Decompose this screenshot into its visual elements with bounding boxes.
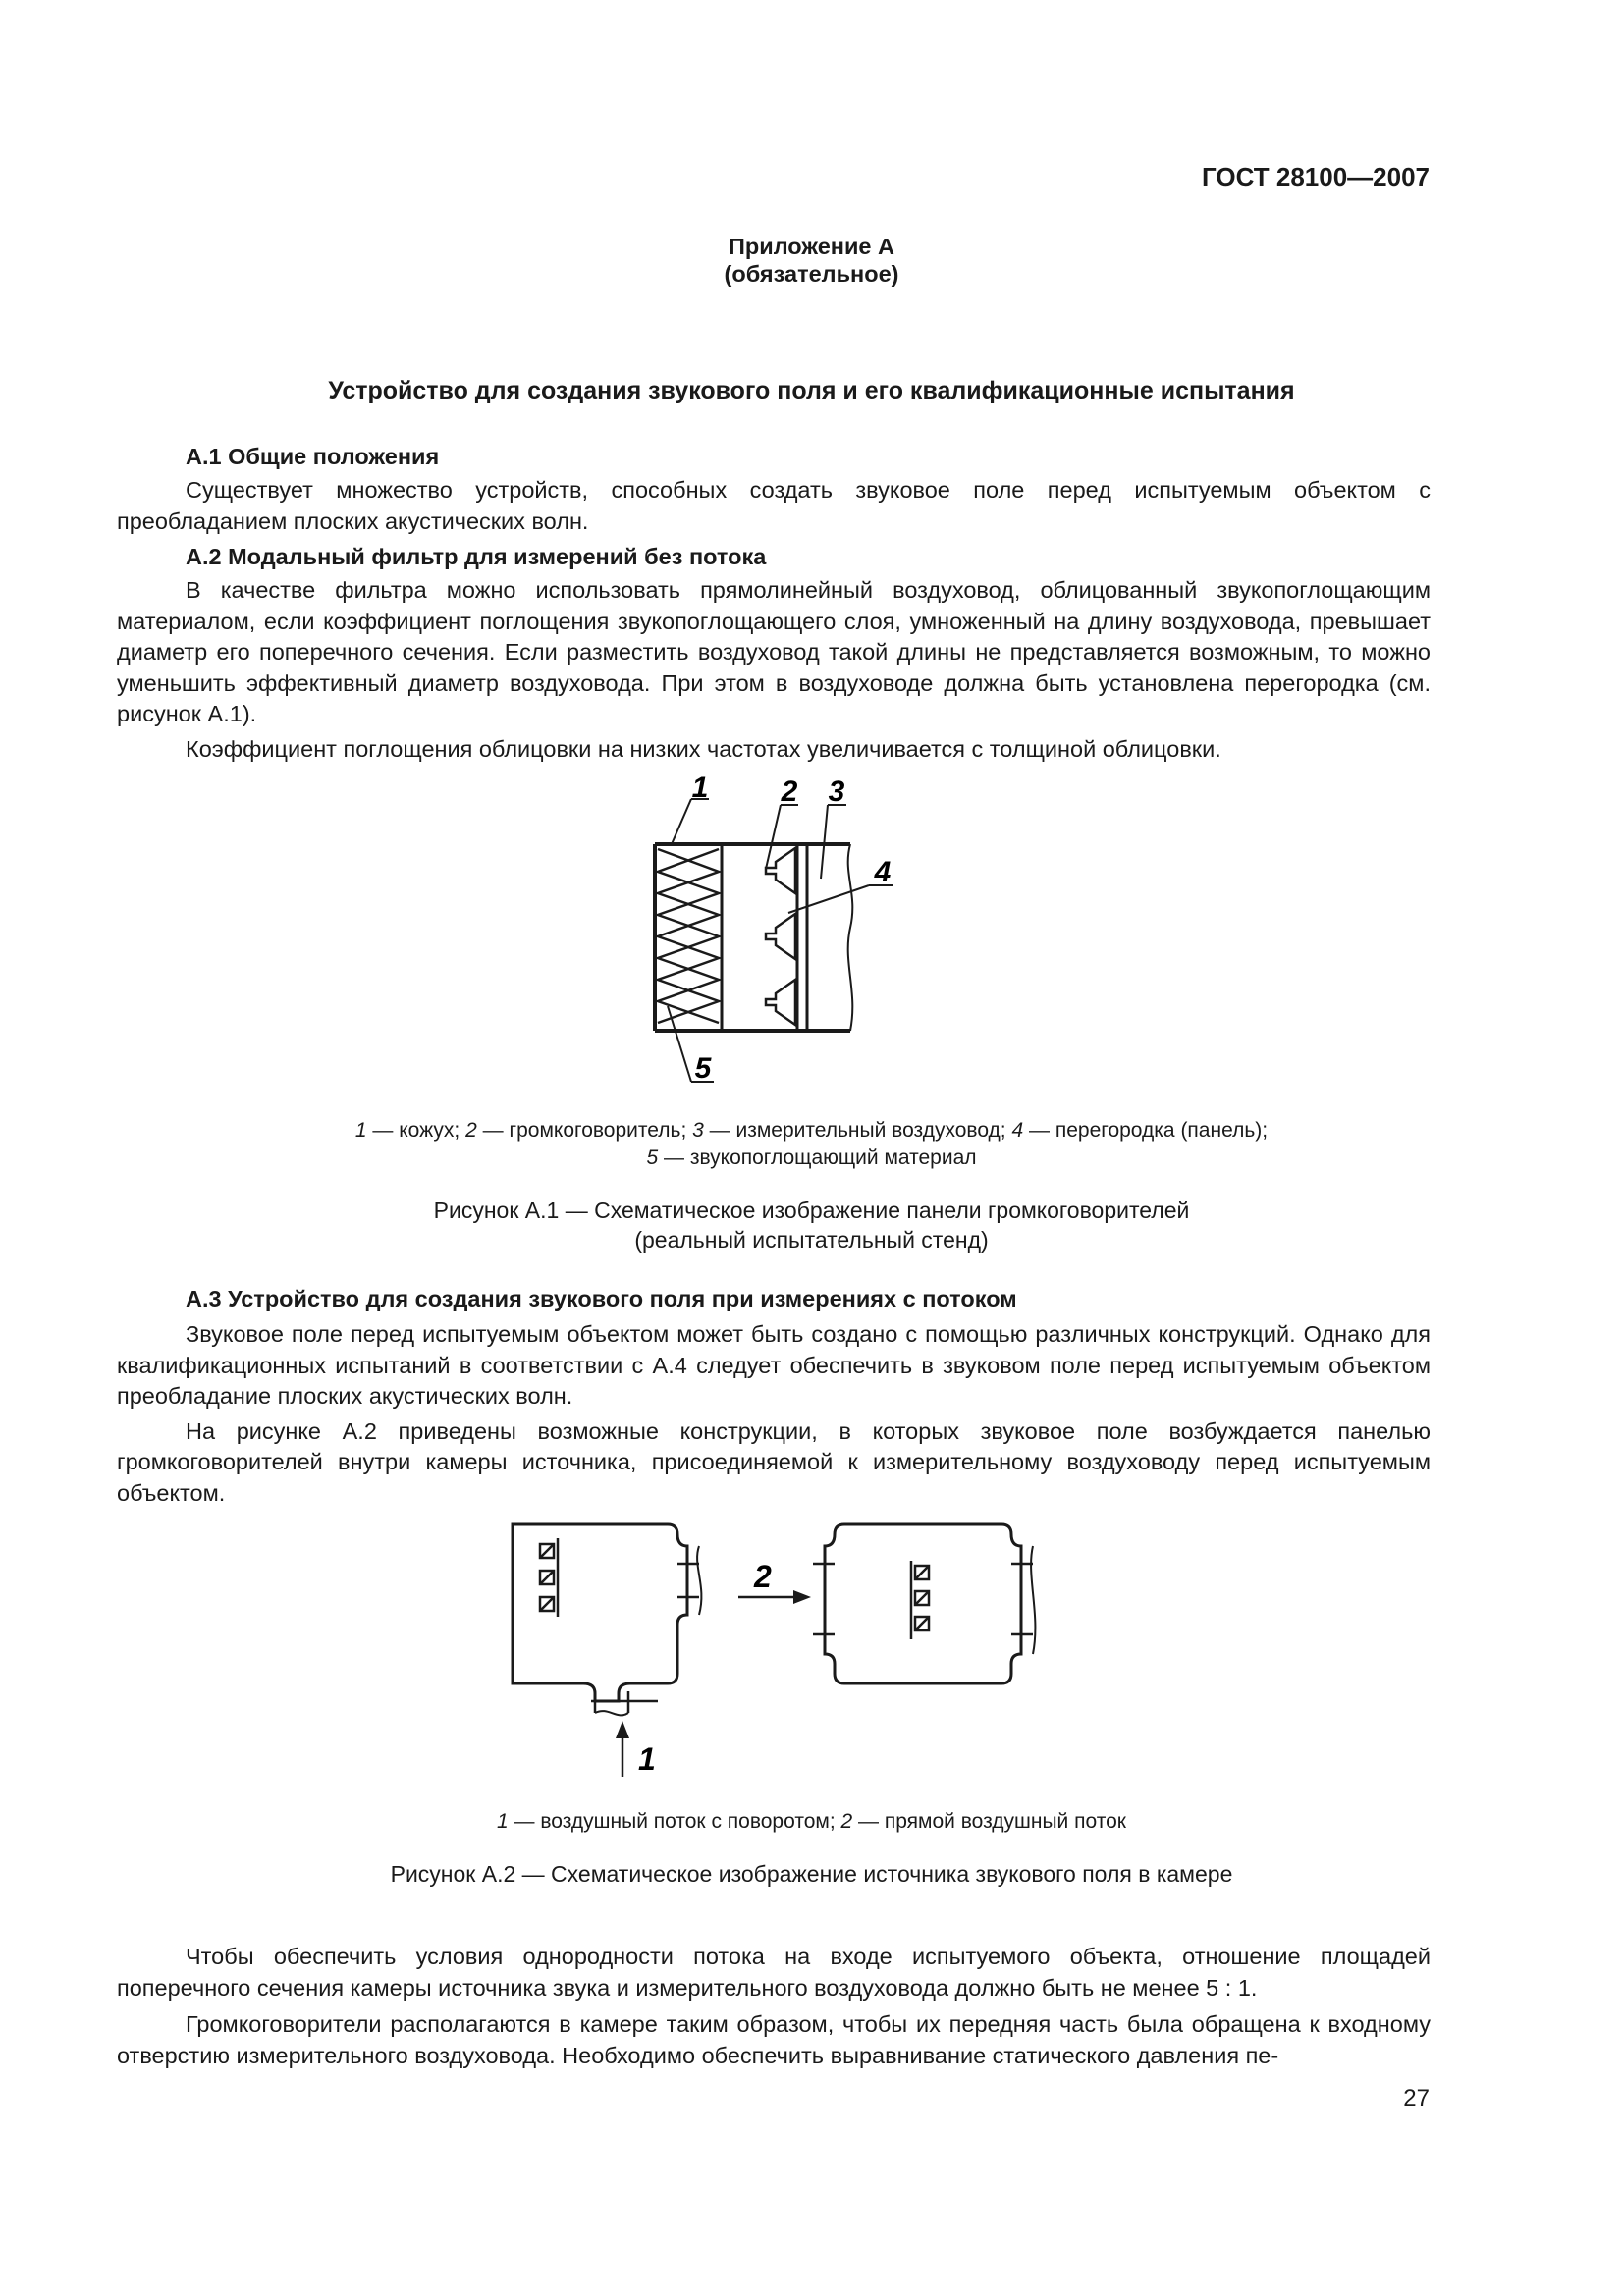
appendix-title: Приложение А	[729, 234, 894, 259]
section-a3-heading: А.3 Устройство для создания звукового поля при измерениях с потоком	[186, 1286, 1017, 1311]
figure-a1-diagram	[628, 766, 923, 1099]
legend2-num-1: 1	[497, 1810, 509, 1833]
a3-paragraph-2: На рисунке А.2 приведены возможные конструкции, в которых звуковое поле возбуждается панелью громкоговорителей внутри камеры источника, присоединяемой к измерительному воздуховоду перед испытуемым объектом.	[117, 1417, 1431, 1506]
main-title: Устройство для создания звукового поля и его квалификационные испытания	[328, 377, 1295, 404]
a3-paragraph-1: Звуковое поле перед испытуемым объектом может быть создано с помощью различных конструкций. Однако для квалификационных испытаний в соответствии с А.4 следует обеспечить в звуковом поле перед испытуемым объектом преобладание плоских акустических волн.	[117, 1321, 1431, 1409]
legend-text-5: — звукопоглощающий материал	[658, 1147, 977, 1169]
section-a3-body	[117, 1319, 1431, 1509]
legend2-text-1: — воздушный поток с поворотом;	[508, 1810, 841, 1833]
section-a1-body	[117, 475, 1431, 537]
closing-paragraph-1: Чтобы обеспечить условия однородности потока на входе испытуемого объекта, отношение площадей поперечного сечения камеры источника звука и измерительного воздуховода должно быть не менее 5 : 1.	[117, 1944, 1431, 2001]
figure-a2-legend	[0, 1808, 1623, 1836]
legend-num-2: 2	[465, 1119, 477, 1142]
document-id: ГОСТ 28100—2007	[1202, 162, 1430, 191]
figure-a1-caption-line1: Рисунок А.1 — Схематическое изображение панели громкоговорителей	[433, 1198, 1190, 1223]
fig2-label-1: 1	[638, 1741, 656, 1777]
legend-text-2: — громкоговоритель;	[476, 1119, 693, 1142]
closing-paragraph-2: Громкоговорители располагаются в камере таким образом, чтобы их передняя часть была обращена к входному отверстию измерительного воздуховода. Необходимо обеспечить выравнивание статического давления пе-	[117, 2011, 1431, 2068]
a2-paragraph-1: В качестве фильтра можно использовать прямолинейный воздуховод, облицованный звукопоглощающим материалом, если коэффициент поглощения звукопоглощающего слоя, умноженный на длину воздуховода, превышает диаметр его поперечного сечения. Если разместить воздуховод такой длины не представляется возможным, то можно уменьшить эффективный диаметр воздуховода. При этом в воздуховоде должна быть установлена перегородка (см. рисунок А.1).	[117, 577, 1431, 726]
closing-body	[117, 1942, 1431, 2071]
fig1-label-1: 1	[691, 772, 709, 804]
legend-num-3: 3	[692, 1119, 704, 1142]
fig1-label-3: 3	[828, 775, 845, 808]
legend-num-1: 1	[354, 1119, 367, 1142]
fig1-label-4: 4	[874, 856, 892, 888]
legend-text-1: — кожух;	[366, 1119, 466, 1142]
fig1-label-2: 2	[781, 775, 798, 808]
legend-text-4: — перегородка (панель);	[1023, 1119, 1269, 1142]
section-a2-body	[117, 575, 1431, 765]
section-a2-heading: А.2 Модальный фильтр для измерений без потока	[186, 544, 767, 569]
a1-paragraph-1: Существует множество устройств, способных создать звуковое поле перед испытуемым объектом с преобладанием плоских акустических волн.	[117, 477, 1431, 534]
figure-a1-legend-line1	[0, 1117, 1623, 1145]
legend-text-3: — измерительный воздуховод;	[703, 1119, 1012, 1142]
appendix-status: (обязательное)	[724, 261, 899, 287]
fig2-label-2: 2	[754, 1559, 772, 1594]
legend2-text-2: — прямой воздушный поток	[852, 1810, 1126, 1833]
legend-num-5: 5	[646, 1147, 659, 1169]
figure-a2-caption: Рисунок А.2 — Схематическое изображение источника звукового поля в камере	[390, 1861, 1233, 1887]
legend2-num-2: 2	[840, 1810, 853, 1833]
legend-num-4: 4	[1011, 1119, 1024, 1142]
figure-a2-diagram	[491, 1507, 1060, 1801]
page-number: 27	[1403, 2085, 1430, 2111]
section-a1-heading: А.1 Общие положения	[186, 444, 440, 469]
a2-paragraph-2: Коэффициент поглощения облицовки на низких частотах увеличивается с толщиной облицовки.	[186, 735, 1221, 762]
figure-a1-legend-line2	[0, 1145, 1623, 1172]
figure-a1-caption-line2: (реальный испытательный стенд)	[634, 1227, 989, 1253]
fig1-label-5: 5	[694, 1052, 712, 1085]
